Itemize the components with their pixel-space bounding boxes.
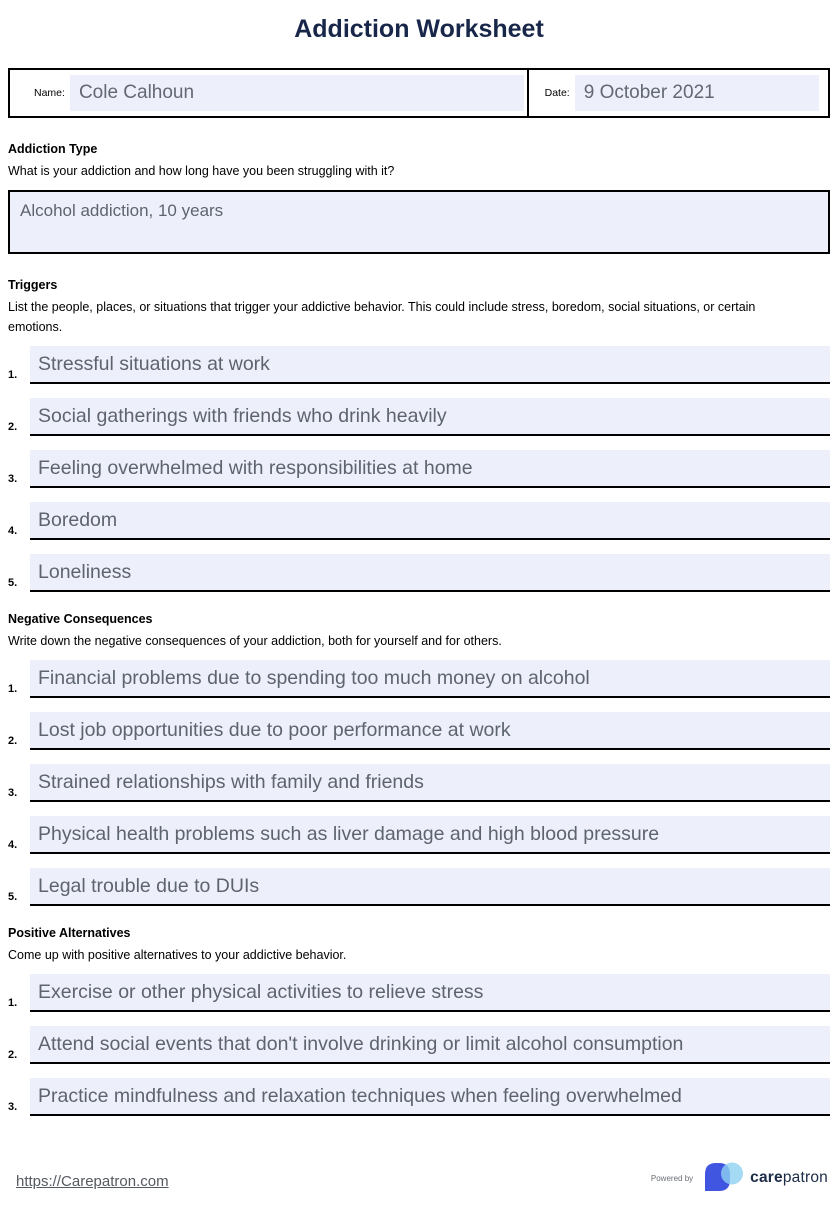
consequence-input-4[interactable]: Physical health problems such as liver damage and high blood pressure — [30, 816, 830, 854]
item-number: 2. — [8, 735, 18, 747]
name-input[interactable]: Cole Calhoun — [70, 75, 524, 111]
carepatron-wordmark: carepatron — [750, 1169, 828, 1186]
page-title: Addiction Worksheet — [294, 15, 544, 43]
worksheet-page — [0, 16, 838, 1116]
powered-by-label: Powered by — [650, 1173, 694, 1183]
item-number: 3. — [8, 473, 18, 485]
trigger-item-5 — [8, 554, 830, 592]
item-number: 1. — [8, 997, 18, 1009]
date-input[interactable]: 9 October 2021 — [575, 75, 819, 111]
name-date-box — [8, 68, 830, 118]
date-label: Date: — [544, 87, 570, 99]
item-number: 1. — [8, 369, 18, 381]
trigger-item-3 — [8, 450, 830, 488]
date-cell — [529, 70, 828, 116]
item-number: 4. — [8, 839, 18, 851]
item-number: 2. — [8, 421, 18, 433]
positive-alternatives-heading: Positive Alternatives — [8, 926, 131, 940]
negative-consequences-list — [8, 660, 830, 906]
item-number: 5. — [8, 577, 18, 589]
trigger-input-4[interactable]: Boredom — [30, 502, 830, 540]
item-number: 3. — [8, 1101, 18, 1113]
positive-alternatives-section — [8, 926, 830, 1116]
triggers-section — [8, 278, 830, 592]
consequence-item-1 — [8, 660, 830, 698]
alternative-input-1[interactable]: Exercise or other physical activities to relieve stress — [30, 974, 830, 1012]
trigger-input-2[interactable]: Social gatherings with friends who drink heavily — [30, 398, 830, 436]
addiction-type-question: What is your addiction and how long have you been struggling with it? — [8, 164, 395, 178]
trigger-item-4 — [8, 502, 830, 540]
trigger-input-3[interactable]: Feeling overwhelmed with responsibilities at home — [30, 450, 830, 488]
alternative-input-2[interactable]: Attend social events that don't involve drinking or limit alcohol consumption — [30, 1026, 830, 1064]
trigger-item-2 — [8, 398, 830, 436]
item-number: 3. — [8, 787, 18, 799]
consequence-input-1[interactable]: Financial problems due to spending too much money on alcohol — [30, 660, 830, 698]
item-number: 4. — [8, 525, 18, 537]
negative-consequences-heading: Negative Consequences — [8, 612, 153, 626]
carepatron-link[interactable]: https://Carepatron.com — [16, 1173, 169, 1190]
alternative-item-2 — [8, 1026, 830, 1064]
addiction-type-section — [8, 142, 830, 254]
carepatron-brand — [651, 1160, 828, 1196]
name-label: Name: — [34, 87, 65, 99]
alternative-item-3 — [8, 1078, 830, 1116]
positive-alternatives-list — [8, 974, 830, 1116]
alternative-item-1 — [8, 974, 830, 1012]
negative-consequences-description: Write down the negative consequences of your addiction, both for yourself and for others. — [8, 634, 502, 648]
negative-consequences-section — [8, 612, 830, 906]
positive-alternatives-description: Come up with positive alternatives to your addictive behavior. — [8, 948, 347, 962]
consequence-input-3[interactable]: Strained relationships with family and friends — [30, 764, 830, 802]
consequence-item-4 — [8, 816, 830, 854]
item-number: 1. — [8, 683, 18, 695]
item-number: 5. — [8, 891, 18, 903]
consequence-item-3 — [8, 764, 830, 802]
alternative-input-3[interactable]: Practice mindfulness and relaxation techniques when feeling overwhelmed — [30, 1078, 830, 1116]
item-number: 2. — [8, 1049, 18, 1061]
consequence-item-2 — [8, 712, 830, 750]
trigger-input-1[interactable]: Stressful situations at work — [30, 346, 830, 384]
name-cell — [10, 70, 529, 116]
consequence-item-5 — [8, 868, 830, 906]
trigger-input-5[interactable]: Loneliness — [30, 554, 830, 592]
consequence-input-5[interactable]: Legal trouble due to DUIs — [30, 868, 830, 906]
addiction-type-answer-box[interactable]: Alcohol addiction, 10 years — [8, 190, 830, 254]
trigger-item-1 — [8, 346, 830, 384]
triggers-heading: Triggers — [8, 278, 58, 292]
addiction-type-heading: Addiction Type — [8, 142, 98, 156]
triggers-list — [8, 346, 830, 592]
triggers-description: List the people, places, or situations that trigger your addictive behavior. This could include stress, boredom, social situations, or certain emotions. — [8, 300, 756, 334]
carepatron-logo-icon — [702, 1160, 746, 1196]
consequence-input-2[interactable]: Lost job opportunities due to poor performance at work — [30, 712, 830, 750]
